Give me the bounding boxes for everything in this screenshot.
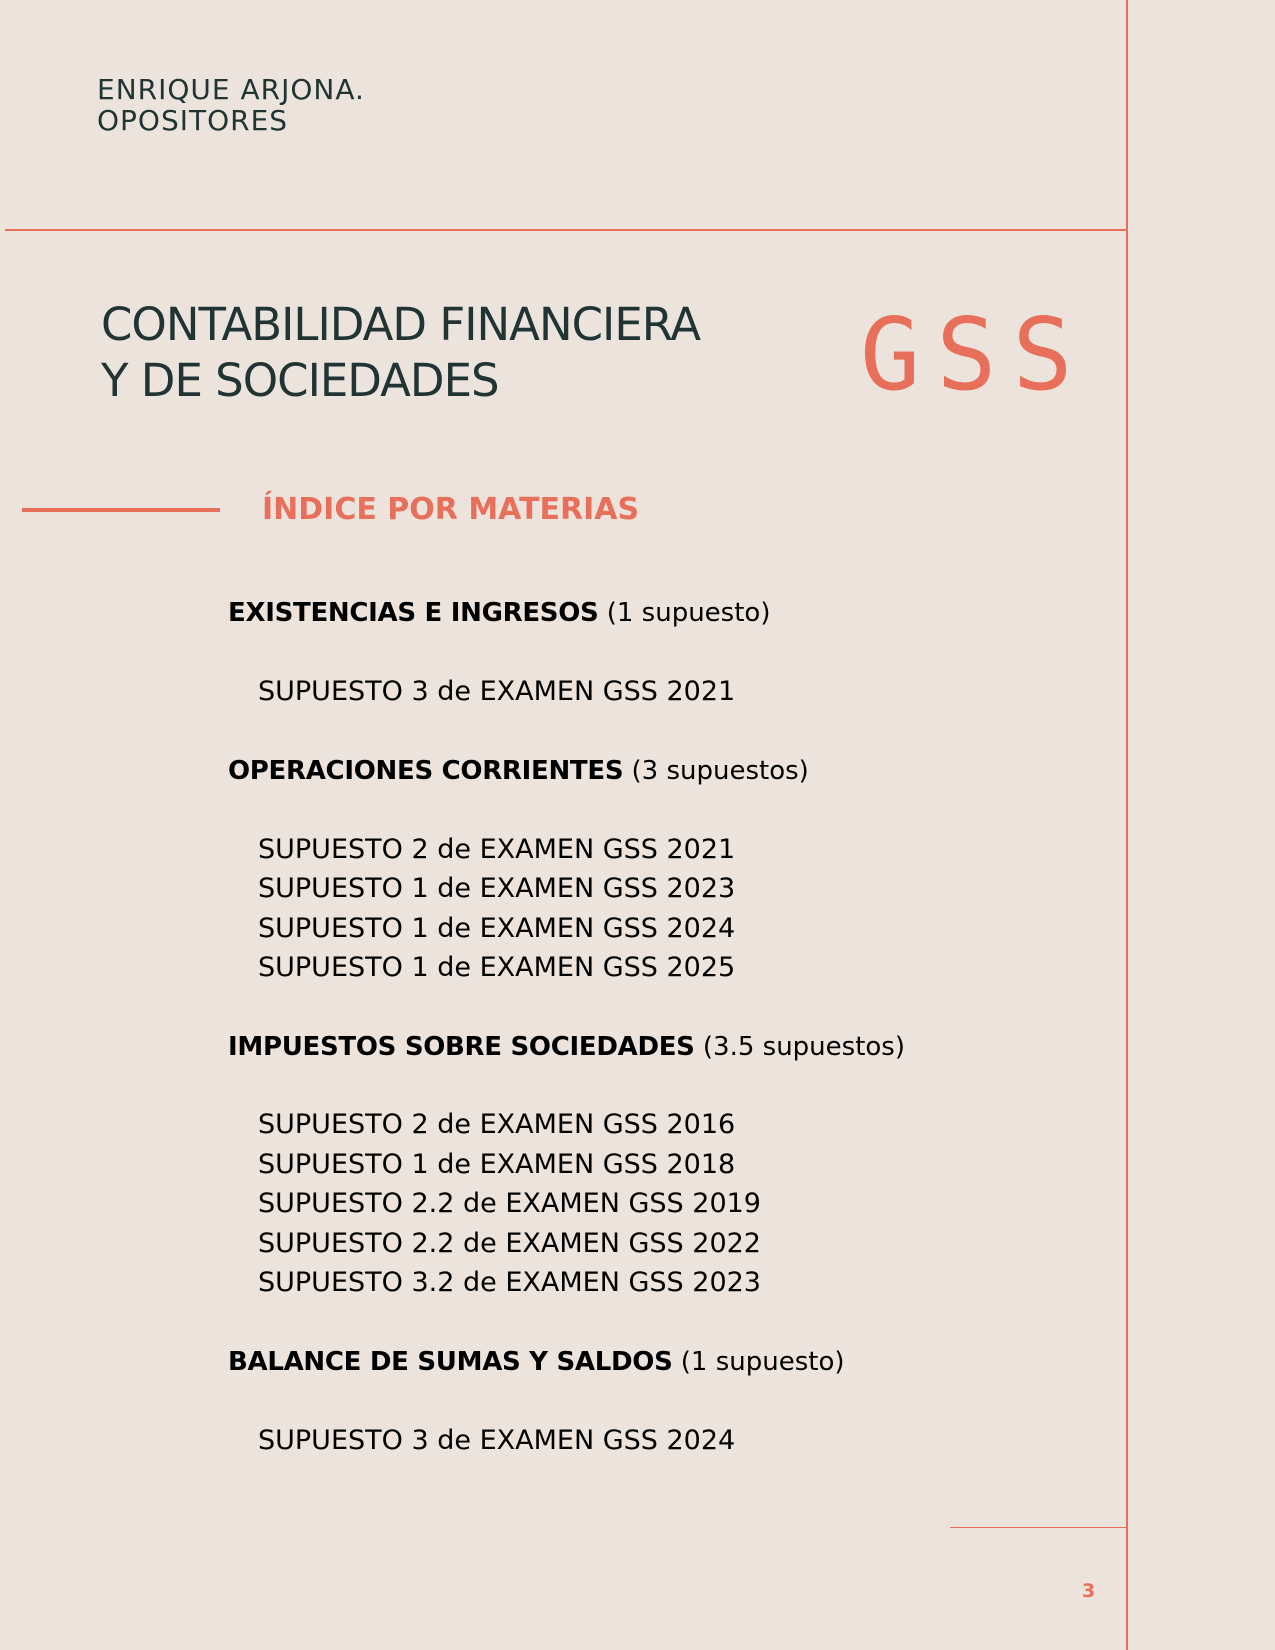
toc-entry: SUPUESTO 1 de EXAMEN GSS 2025 bbox=[258, 952, 736, 983]
toc-entry: SUPUESTO 3 de EXAMEN GSS 2021 bbox=[258, 676, 736, 707]
index-heading: ÍNDICE POR MATERIAS bbox=[262, 492, 640, 527]
toc-entry: SUPUESTO 2 de EXAMEN GSS 2016 bbox=[258, 1109, 736, 1140]
document-title-line-1: CONTABILIDAD FINANCIERA bbox=[101, 298, 700, 351]
section-name: OPERACIONES CORRIENTES bbox=[228, 756, 624, 786]
section-name: BALANCE DE SUMAS Y SALDOS bbox=[228, 1347, 673, 1377]
document-title bbox=[101, 297, 700, 409]
toc-entry: SUPUESTO 1 de EXAMEN GSS 2018 bbox=[258, 1149, 736, 1180]
gss-mark: GSS bbox=[860, 296, 1089, 413]
section-heading bbox=[228, 1346, 845, 1378]
toc-entry: SUPUESTO 1 de EXAMEN GSS 2024 bbox=[258, 913, 736, 944]
section-name: IMPUESTOS SOBRE SOCIEDADES bbox=[228, 1032, 695, 1062]
toc-entry: SUPUESTO 2.2 de EXAMEN GSS 2022 bbox=[258, 1228, 761, 1259]
section-name: EXISTENCIAS E INGRESOS bbox=[228, 598, 599, 628]
header-divider bbox=[5, 229, 1127, 231]
author-line-2: OPOSITORES bbox=[97, 104, 289, 137]
section-count: (3.5 supuestos) bbox=[702, 1032, 905, 1062]
toc-entry: SUPUESTO 3 de EXAMEN GSS 2024 bbox=[258, 1425, 736, 1456]
index-heading-rule bbox=[22, 508, 220, 512]
section-count: (3 supuestos) bbox=[631, 756, 809, 786]
toc-entry: SUPUESTO 2 de EXAMEN GSS 2021 bbox=[258, 834, 736, 865]
section-heading bbox=[228, 755, 809, 787]
footer-divider bbox=[950, 1527, 1127, 1528]
toc-entry: SUPUESTO 1 de EXAMEN GSS 2023 bbox=[258, 873, 736, 904]
author-header bbox=[97, 74, 365, 136]
document-title-line-2: Y DE SOCIEDADES bbox=[101, 354, 499, 407]
section-heading bbox=[228, 1031, 905, 1063]
toc-entry: SUPUESTO 3.2 de EXAMEN GSS 2023 bbox=[258, 1267, 761, 1298]
section-heading bbox=[228, 597, 770, 629]
section-count: (1 supuesto) bbox=[606, 598, 771, 628]
page-number: 3 bbox=[1082, 1580, 1096, 1602]
author-line-1: ENRIQUE ARJONA. bbox=[97, 73, 365, 106]
section-count: (1 supuesto) bbox=[680, 1347, 845, 1377]
toc-entry: SUPUESTO 2.2 de EXAMEN GSS 2019 bbox=[258, 1188, 761, 1219]
right-margin-rule bbox=[1126, 0, 1128, 1650]
